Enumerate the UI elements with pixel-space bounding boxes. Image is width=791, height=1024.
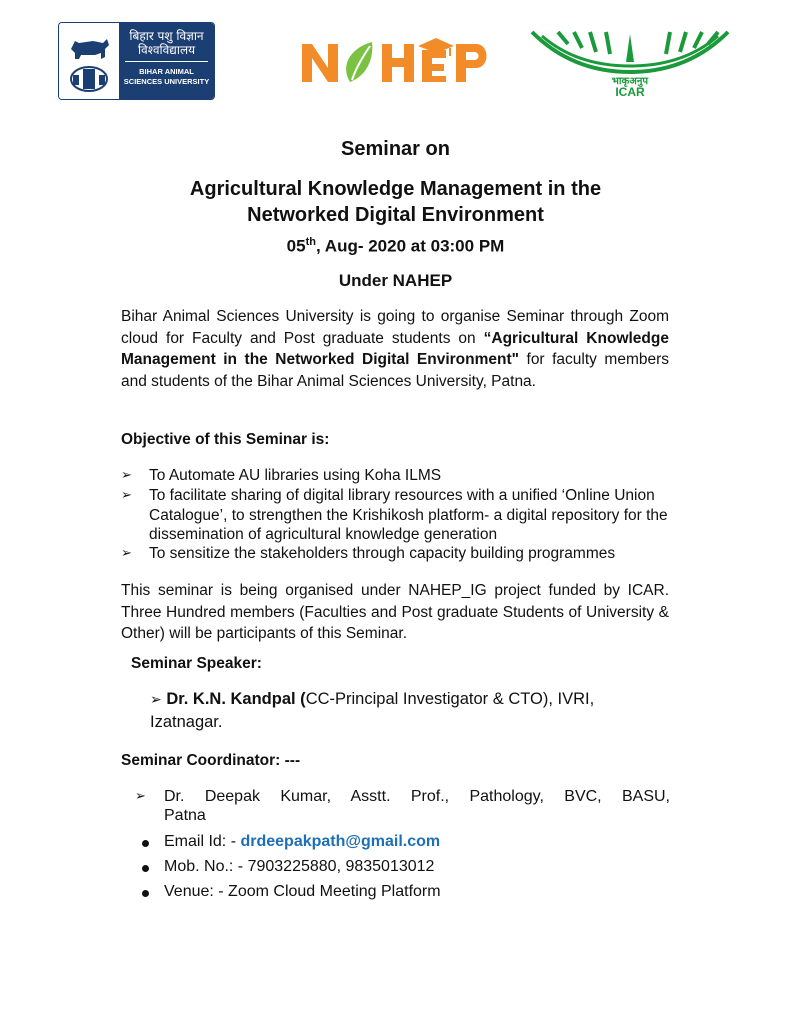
basu-logo: [58, 22, 215, 100]
bullet-dot-icon: [142, 890, 149, 897]
arrow-bullet-icon: ➢: [135, 789, 146, 804]
seminar-heading: Seminar on: [341, 138, 450, 160]
intro-text-after: for faculty members and students of the Bihar Animal Sciences University, Patna.: [121, 351, 670, 390]
date-suffix: th: [305, 236, 316, 248]
intro-text-before: Bihar Animal Sciences University is going to organise Seminar through Zoom cloud for Faculty and Post graduate students on: [121, 308, 669, 347]
nahep-logo: [300, 36, 500, 86]
objective-text: To facilitate sharing of digital library resources with a unified ‘Online Union Catalogue’, to strengthen the Krishikosh platform- a digital repository for the dissemination of agricultural knowledge generation: [149, 487, 668, 543]
speaker-heading: Seminar Speaker:: [131, 655, 262, 672]
speaker-entry: [150, 688, 670, 733]
seminar-date: [0, 236, 791, 257]
icar-hindi-text: भाकृअनुप: [611, 76, 649, 87]
basu-english-name: BIHAR ANIMAL SCIENCES UNIVERSITY: [123, 67, 210, 86]
objective-text: To Automate AU libraries using Koha ILMS: [149, 467, 442, 484]
arrow-bullet-icon: ➢: [121, 468, 132, 483]
basu-emblem-icon: [59, 23, 119, 99]
basu-name-panel: [119, 23, 214, 99]
date-day: 05: [286, 236, 306, 256]
arrow-bullet-icon: ➢: [150, 692, 162, 708]
email-link[interactable]: drdeepakpath@gmail.com: [240, 833, 441, 850]
funding-paragraph: This seminar is being organised under NAHEP_IG project funded by ICAR. Three Hundred members (Faculties and Post graduate Students of University & Other) will be participants of this Seminar.: [121, 582, 669, 642]
date-rest: , Aug- 2020 at 03:00 PM: [315, 236, 505, 256]
intro-title-bold: “Agricultural Knowledge Management in the Networked Digital Environment": [121, 329, 669, 368]
icar-english-text: ICAR: [615, 85, 645, 98]
coordinator-name: Dr. Deepak Kumar, Asstt. Prof., Pathology, BVC, BASU,: [164, 788, 670, 805]
seminar-title: [0, 176, 791, 228]
speaker-name: Dr. K.N. Kandpal (: [166, 690, 306, 708]
mobile-text: Mob. No.: - 7903225880, 9835013012: [164, 858, 435, 875]
intro-paragraph: [121, 306, 669, 392]
objective-text: To sensitize the stakeholders through capacity building programmes: [149, 545, 616, 562]
objective-item: [121, 544, 681, 564]
basu-divider: [125, 61, 208, 62]
bullet-dot-icon: [142, 865, 149, 872]
speaker-details: CC-Principal Investigator & CTO), IVRI, Izatnagar.: [150, 690, 595, 731]
seminar-title-line1: Agricultural Knowledge Management in the: [189, 178, 602, 200]
icar-logo: [528, 28, 733, 98]
objective-item: [121, 486, 681, 546]
coordinator-name-cont: Patna: [164, 807, 206, 824]
under-nahep: Under NAHEP: [338, 271, 453, 290]
venue-text: Venue: - Zoom Cloud Meeting Platform: [164, 883, 441, 900]
seminar-title-line2: Networked Digital Environment: [247, 204, 544, 226]
objectives-heading: Objective of this Seminar is:: [121, 431, 330, 448]
arrow-bullet-icon: ➢: [121, 488, 132, 503]
bullet-dot-icon: [142, 840, 149, 847]
email-label: Email Id: -: [164, 833, 241, 850]
basu-hindi-name: बिहार पशु विज्ञान विश्वविद्यालय: [129, 29, 204, 57]
coordinator-heading: Seminar Coordinator: ---: [121, 752, 301, 769]
objective-item: [121, 466, 681, 486]
coordinator-entry: [135, 786, 670, 808]
arrow-bullet-icon: ➢: [121, 546, 132, 561]
